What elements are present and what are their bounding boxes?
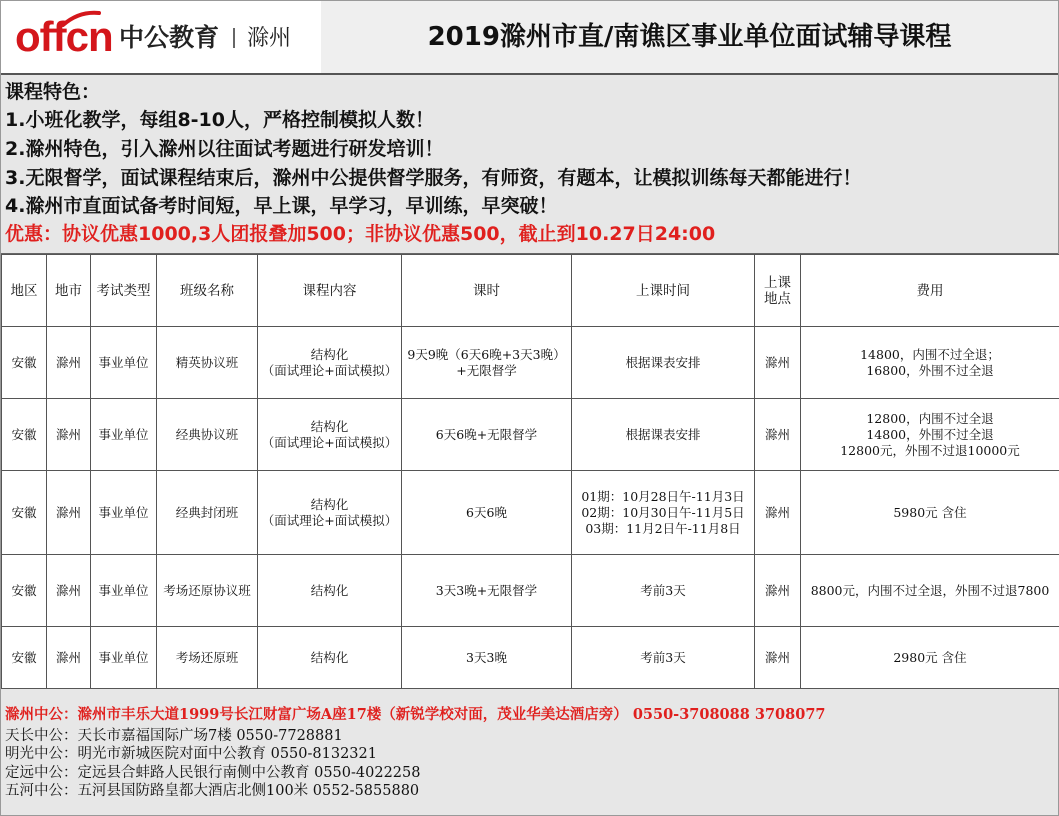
fee-line: 14800，内围不过全退； (860, 346, 1000, 362)
feature-item: 4.滁州市直面试备考时间短，早上课，早学习，早训练，早突破！ (5, 195, 558, 217)
logo-name: 中公教育 (119, 23, 220, 52)
cell-fee (801, 471, 1059, 555)
cell-exam-type: 事业单位 (91, 471, 157, 555)
table-row (2, 327, 1059, 399)
cell-exam-type: 事业单位 (91, 399, 157, 471)
cell-schedule (572, 471, 755, 555)
address-line: 定远中公：定远县合蚌路人民银行南侧中公教育 0550-4022258 (5, 765, 421, 781)
course-table (1, 254, 1059, 689)
cell-schedule (572, 555, 755, 627)
cell-class-name: 经典协议班 (157, 399, 258, 471)
cell-fee (801, 399, 1059, 471)
cell-hours: 6天6晚 (402, 471, 572, 555)
header-region: 地区 (2, 255, 47, 327)
schedule-line: 考前3天 (640, 649, 686, 665)
cell-schedule (572, 627, 755, 689)
table-header-row (2, 255, 1059, 327)
content-main: 结构化 (310, 346, 349, 362)
header-hours: 课时 (402, 255, 572, 327)
fee-line: 16800，外围不过全退 (866, 362, 994, 378)
cell-region: 安徽 (2, 471, 47, 555)
cell-class-name: 精英协议班 (157, 327, 258, 399)
cell-city: 滁州 (47, 471, 91, 555)
cell-hours: 9天9晚（6天6晚+3天3晚）+无限督学 (402, 327, 572, 399)
cell-class-name: 考场还原协议班 (157, 555, 258, 627)
feature-item: 1.小班化教学，每组8-10人，严格控制模拟人数！ (5, 109, 434, 131)
address-line: 五河中公：五河县国防路皇都大酒店北侧100米 0552-5855880 (5, 783, 420, 799)
table-row (2, 399, 1059, 471)
cell-region: 安徽 (2, 399, 47, 471)
cell-class-name: 经典封闭班 (157, 471, 258, 555)
fee-line: 8800元，内围不过全退，外围不过退7800 (810, 582, 1050, 598)
table-row (2, 555, 1059, 627)
cell-class-name: 考场还原班 (157, 627, 258, 689)
page-title: 2019滁州市直/南谯区事业单位面试辅导课程 (321, 1, 1058, 73)
cell-region: 安徽 (2, 555, 47, 627)
schedule-line: 01期：10月28日午-11月3日 (581, 488, 745, 504)
cell-hours: 3天3晚+无限督学 (402, 555, 572, 627)
header-schedule: 上课时间 (572, 255, 755, 327)
cell-location: 滁州 (755, 327, 801, 399)
cell-exam-type: 事业单位 (91, 555, 157, 627)
cell-city: 滁州 (47, 627, 91, 689)
cell-hours: 6天6晚+无限督学 (402, 399, 572, 471)
course-features (1, 75, 1058, 254)
cell-city: 滁州 (47, 555, 91, 627)
cell-content (258, 327, 402, 399)
fee-line: 12800，内围不过全退 (866, 410, 994, 426)
header-location: 上课地点 (755, 255, 801, 327)
cell-content (258, 399, 402, 471)
cell-exam-type: 事业单位 (91, 327, 157, 399)
branch-addresses (1, 689, 1058, 815)
logo-separator (233, 28, 235, 48)
cell-exam-type: 事业单位 (91, 627, 157, 689)
feature-item: 2.滁州特色，引入滁州以往面试考题进行研发培训！ (5, 138, 444, 160)
table-row (2, 471, 1059, 555)
cell-hours: 3天3晚 (402, 627, 572, 689)
cell-fee (801, 627, 1059, 689)
content-main: 结构化 (310, 496, 349, 512)
cell-location: 滁州 (755, 555, 801, 627)
address-line: 滁州中公：滁州市丰乐大道1999号长江财富广场A座17楼（新锐学校对面，茂业华美达酒店旁） 0550-3708088 3708077 (5, 706, 826, 723)
cell-location: 滁州 (755, 627, 801, 689)
fee-line: 14800，外围不过全退 (866, 426, 994, 442)
table-row (2, 627, 1059, 689)
header-fee: 费用 (801, 255, 1059, 327)
cell-region: 安徽 (2, 327, 47, 399)
content-detail: （面试理论+面试模拟） (261, 512, 398, 528)
header-exam-type: 考试类型 (91, 255, 157, 327)
logo (1, 1, 322, 73)
cell-city: 滁州 (47, 327, 91, 399)
cell-content: 结构化 (258, 627, 402, 689)
cell-city: 滁州 (47, 399, 91, 471)
header-city: 地市 (47, 255, 91, 327)
promo-text: 优惠：协议优惠1000,3人团报叠加500；非协议优惠500，截止到10.27日24:00 (5, 223, 716, 245)
feature-item: 3.无限督学，面试课程结束后，滁州中公提供督学服务，有师资，有题本，让模拟训练每天都能进行！ (5, 167, 862, 189)
schedule-line: 02期：10月30日午-11月5日 (581, 504, 745, 520)
header (1, 1, 1058, 75)
schedule-line: 03期：11月2日午-11月8日 (585, 520, 741, 536)
cell-schedule (572, 399, 755, 471)
cell-location: 滁州 (755, 399, 801, 471)
fee-line: 12800元，外围不过退10000元 (840, 442, 1020, 458)
cell-location: 滁州 (755, 471, 801, 555)
cell-content: 结构化 (258, 555, 402, 627)
header-content: 课程内容 (258, 255, 402, 327)
content-main: 结构化 (310, 418, 349, 434)
header-class-name: 班级名称 (157, 255, 258, 327)
fee-line: 2980元 含住 (893, 649, 967, 665)
cell-region: 安徽 (2, 627, 47, 689)
content-detail: （面试理论+面试模拟） (261, 434, 398, 450)
cell-fee (801, 555, 1059, 627)
schedule-line: 根据课表安排 (625, 354, 701, 370)
cell-content (258, 471, 402, 555)
logo-mark: offcn (15, 13, 113, 60)
features-heading: 课程特色： (5, 81, 101, 103)
address-line: 天长中公：天长市嘉福国际广场7楼 0550-7728881 (5, 728, 343, 744)
cell-fee (801, 327, 1059, 399)
cell-schedule (572, 327, 755, 399)
schedule-line: 根据课表安排 (625, 426, 701, 442)
fee-line: 5980元 含住 (893, 504, 967, 520)
logo-city: 滁州 (247, 26, 292, 51)
schedule-line: 考前3天 (640, 582, 686, 598)
content-detail: （面试理论+面试模拟） (261, 362, 398, 378)
address-line: 明光中公：明光市新城医院对面中公教育 0550-8132321 (5, 746, 377, 762)
